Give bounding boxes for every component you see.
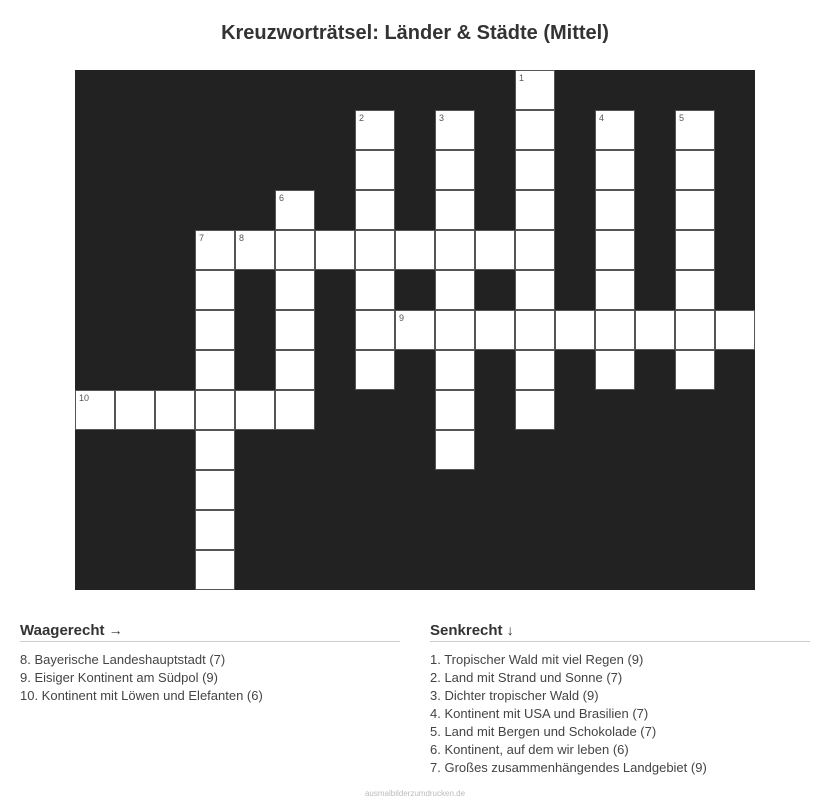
down-clues-section bbox=[430, 621, 810, 777]
grid-cell[interactable] bbox=[355, 270, 395, 310]
grid-cell[interactable] bbox=[595, 230, 635, 270]
grid-cell[interactable] bbox=[515, 230, 555, 270]
down-clue: 2. Land mit Strand und Sonne (7) bbox=[430, 670, 623, 685]
across-clue-list bbox=[20, 651, 400, 705]
grid-cell[interactable] bbox=[235, 230, 275, 270]
down-clue: 5. Land mit Bergen und Schokolade (7) bbox=[430, 724, 657, 739]
grid-cell[interactable] bbox=[195, 270, 235, 310]
across-clue: 8. Bayerische Landeshauptstadt (7) bbox=[20, 652, 226, 667]
cell-number: 9 bbox=[399, 313, 405, 323]
grid-cell[interactable] bbox=[435, 150, 475, 190]
grid-cell[interactable] bbox=[195, 510, 235, 550]
across-heading-label: Waagerecht bbox=[20, 622, 105, 639]
grid-cell[interactable] bbox=[195, 470, 235, 510]
grid-cell[interactable] bbox=[595, 190, 635, 230]
grid-cell[interactable] bbox=[515, 390, 555, 430]
grid-cell[interactable] bbox=[355, 310, 395, 350]
grid-cell[interactable] bbox=[675, 110, 715, 150]
grid-cell[interactable] bbox=[675, 230, 715, 270]
grid-cell[interactable] bbox=[195, 390, 235, 430]
down-clue: 3. Dichter tropischer Wald (9) bbox=[430, 688, 599, 703]
cell-number: 6 bbox=[279, 193, 285, 203]
grid-cell[interactable] bbox=[435, 230, 475, 270]
cell-number: 3 bbox=[439, 113, 445, 123]
grid-cell[interactable] bbox=[275, 310, 315, 350]
grid-cell[interactable] bbox=[195, 430, 235, 470]
grid-cell[interactable] bbox=[515, 110, 555, 150]
grid-cell[interactable] bbox=[675, 190, 715, 230]
grid-cell[interactable] bbox=[275, 230, 315, 270]
grid-cell[interactable] bbox=[435, 430, 475, 470]
down-heading-label: Senkrecht bbox=[430, 622, 503, 639]
grid-cell[interactable] bbox=[515, 70, 555, 110]
grid-cell[interactable] bbox=[195, 230, 235, 270]
grid-cell[interactable] bbox=[515, 350, 555, 390]
grid-cell[interactable] bbox=[595, 270, 635, 310]
grid-cell[interactable] bbox=[435, 270, 475, 310]
cell-number: 8 bbox=[239, 233, 245, 243]
grid-cell[interactable] bbox=[595, 110, 635, 150]
grid-cell[interactable] bbox=[715, 310, 755, 350]
cell-number: 10 bbox=[79, 393, 90, 403]
cell-number: 7 bbox=[199, 233, 205, 243]
down-clue: 1. Tropischer Wald mit viel Regen (9) bbox=[430, 652, 644, 667]
across-clues-section bbox=[20, 621, 400, 705]
grid-cell[interactable] bbox=[675, 270, 715, 310]
grid-cell[interactable] bbox=[475, 230, 515, 270]
grid-cell[interactable] bbox=[355, 230, 395, 270]
grid-cell[interactable] bbox=[355, 190, 395, 230]
grid-cell[interactable] bbox=[395, 230, 435, 270]
grid-cell[interactable] bbox=[195, 550, 235, 590]
grid-cell[interactable] bbox=[275, 390, 315, 430]
grid-cell[interactable] bbox=[115, 390, 155, 430]
grid-cell[interactable] bbox=[515, 190, 555, 230]
grid-cell[interactable] bbox=[675, 310, 715, 350]
grid-cell[interactable] bbox=[435, 190, 475, 230]
down-clue: 6. Kontinent, auf dem wir leben (6) bbox=[430, 742, 629, 757]
across-clue: 9. Eisiger Kontinent am Südpol (9) bbox=[20, 670, 218, 685]
down-heading bbox=[430, 621, 810, 642]
cell-number: 4 bbox=[599, 113, 605, 123]
grid-cell[interactable] bbox=[435, 390, 475, 430]
down-clue: 7. Großes zusammenhängendes Landgebiet (9) bbox=[430, 760, 707, 775]
cell-number: 1 bbox=[519, 73, 525, 83]
grid-cell[interactable] bbox=[515, 270, 555, 310]
grid-cell[interactable] bbox=[275, 190, 315, 230]
grid-cell[interactable] bbox=[675, 350, 715, 390]
grid-cell[interactable] bbox=[595, 350, 635, 390]
grid-cell[interactable] bbox=[635, 310, 675, 350]
across-heading bbox=[20, 621, 400, 642]
grid-cell[interactable] bbox=[195, 350, 235, 390]
arrow-right-icon: → bbox=[108, 622, 123, 638]
grid-cell[interactable] bbox=[75, 390, 115, 430]
grid-cell[interactable] bbox=[595, 310, 635, 350]
grid-cell[interactable] bbox=[435, 350, 475, 390]
cell-number: 2 bbox=[359, 113, 365, 123]
grid-cell[interactable] bbox=[675, 150, 715, 190]
grid-cell[interactable] bbox=[355, 350, 395, 390]
grid-cell[interactable] bbox=[555, 310, 595, 350]
grid-cell[interactable] bbox=[475, 310, 515, 350]
grid-cell[interactable] bbox=[395, 310, 435, 350]
arrow-down-icon: ↓ bbox=[506, 622, 514, 638]
grid-cell[interactable] bbox=[355, 110, 395, 150]
cell-number: 5 bbox=[679, 113, 685, 123]
down-clue: 4. Kontinent mit USA und Brasilien (7) bbox=[430, 706, 649, 721]
grid-cell[interactable] bbox=[275, 270, 315, 310]
footer-source: ausmalbilderzumdrucken.de bbox=[364, 789, 466, 798]
down-clue-list bbox=[430, 651, 810, 777]
across-clue: 10. Kontinent mit Löwen und Elefanten (6) bbox=[20, 688, 263, 703]
grid-cell[interactable] bbox=[315, 230, 355, 270]
grid-cell[interactable] bbox=[435, 310, 475, 350]
grid-cell[interactable] bbox=[155, 390, 195, 430]
grid-cell[interactable] bbox=[355, 150, 395, 190]
puzzle-title: Kreuzworträtsel: Länder & Städte (Mittel) bbox=[221, 22, 609, 44]
grid-cell[interactable] bbox=[195, 310, 235, 350]
grid-cell[interactable] bbox=[275, 350, 315, 390]
grid-cell[interactable] bbox=[515, 150, 555, 190]
grid-cell[interactable] bbox=[515, 310, 555, 350]
grid-cell[interactable] bbox=[435, 110, 475, 150]
crossword-grid bbox=[75, 70, 755, 590]
grid-cell[interactable] bbox=[595, 150, 635, 190]
grid-cell[interactable] bbox=[235, 390, 275, 430]
